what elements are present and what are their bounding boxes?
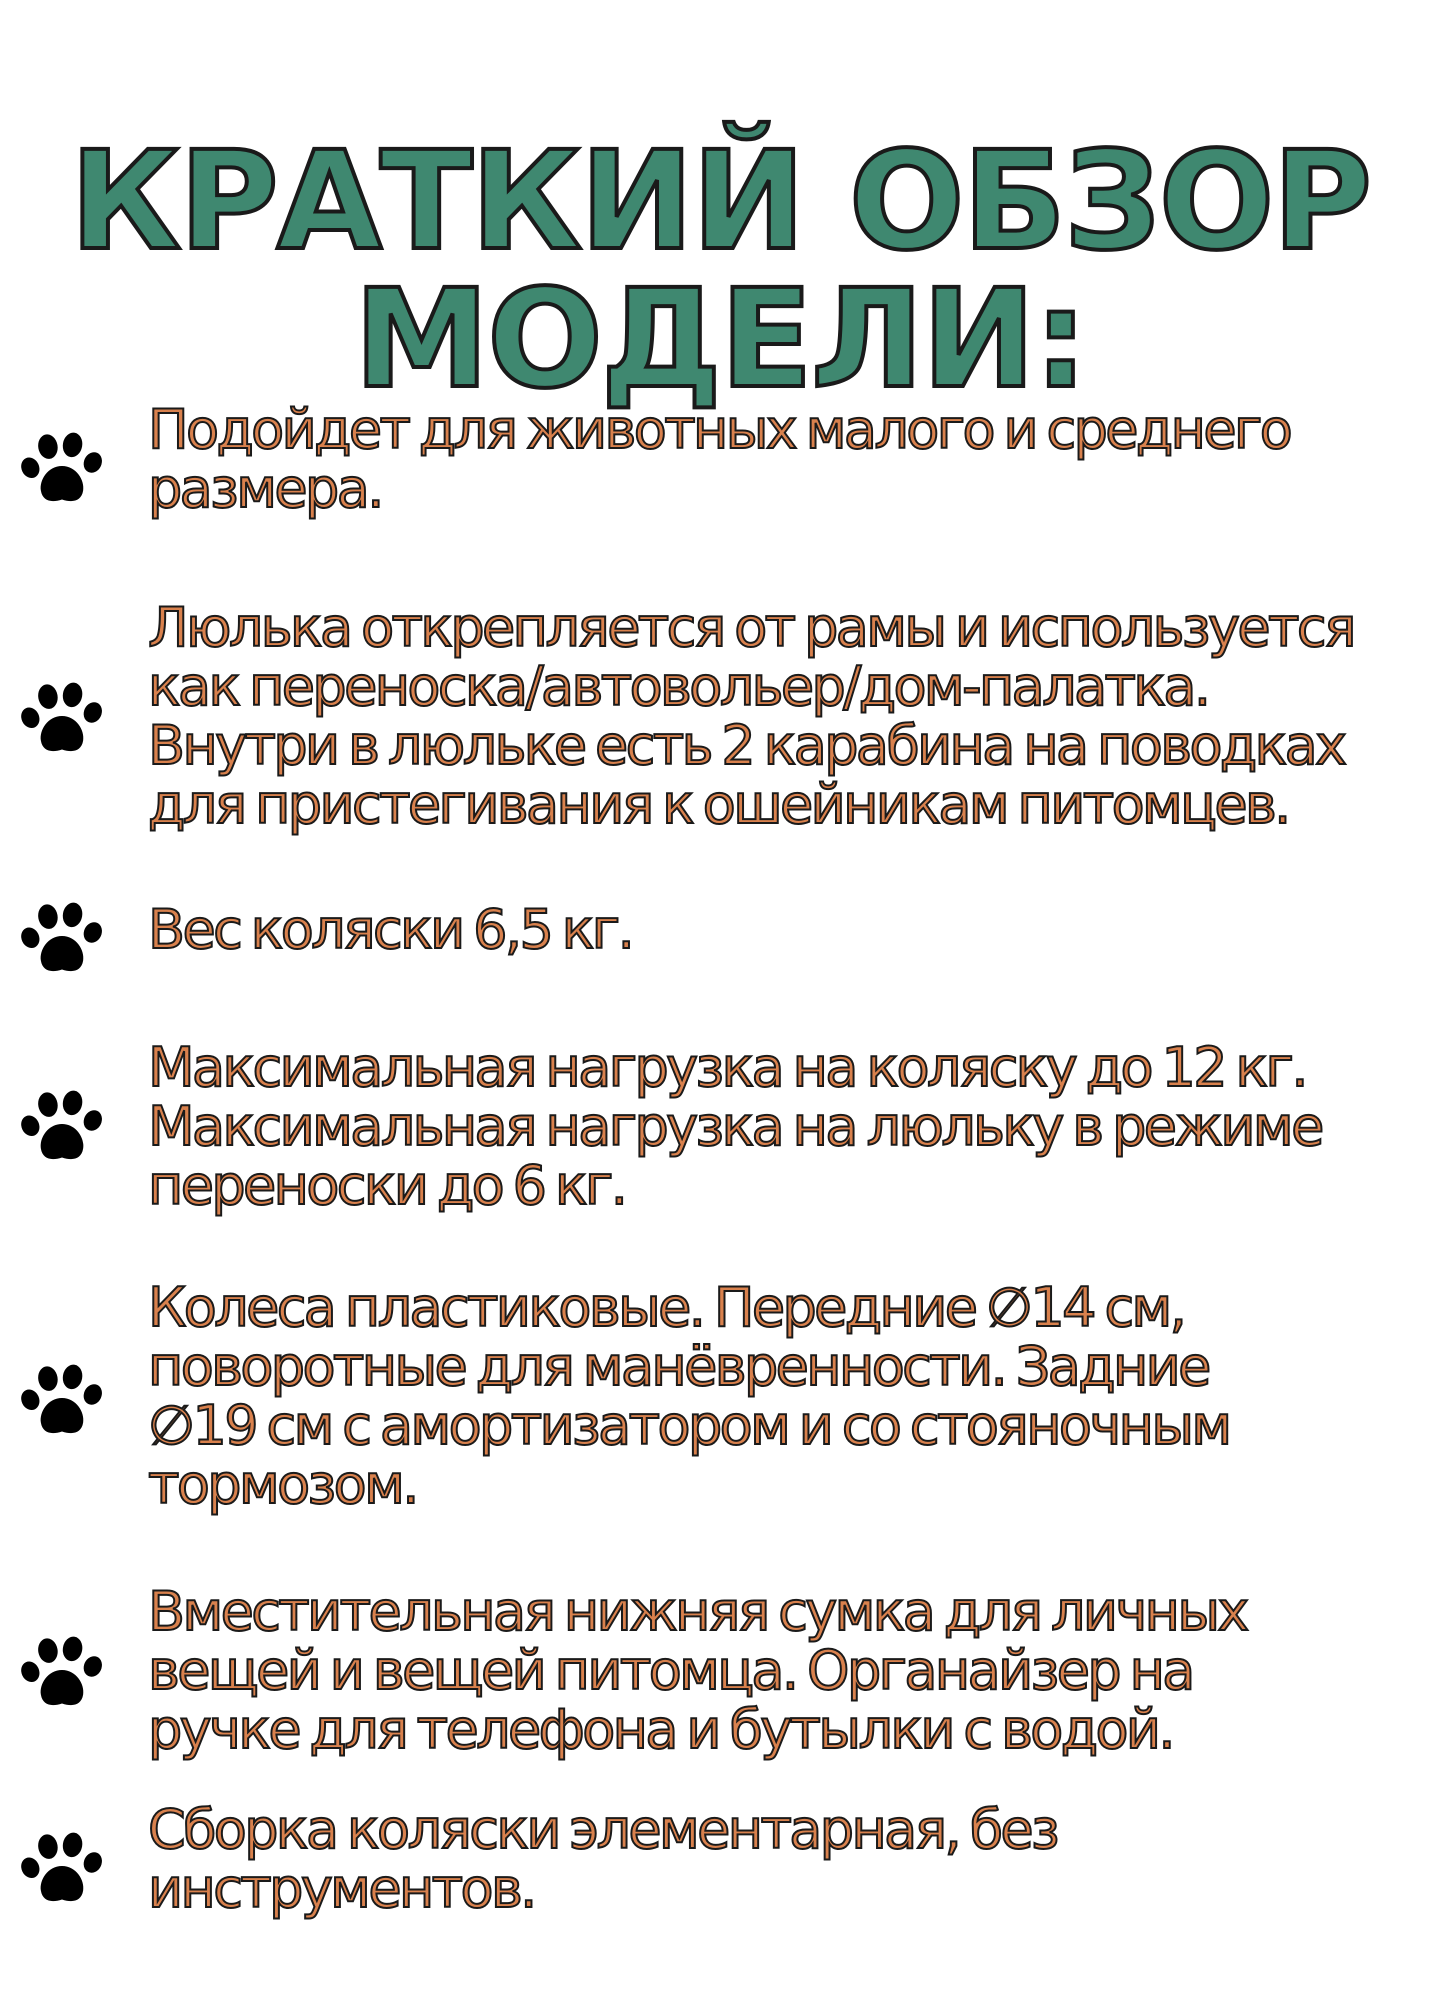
page-title-line-2: МОДЕЛИ:	[353, 261, 1087, 420]
feature-text-line: Люлька открепляется от рамы и используется	[148, 596, 1354, 659]
feature-text-line: размера.	[148, 457, 382, 520]
feature-text-line: Колеса пластиковые. Передние ∅14 см,	[148, 1276, 1185, 1339]
feature-item	[0, 1800, 1440, 1930]
feature-text	[148, 1278, 1428, 1514]
feature-text-line: Внутри в люльке есть 2 карабина на поводках	[148, 714, 1345, 777]
feature-text-line: ручке для телефона и бутылки с водой.	[148, 1698, 1173, 1761]
feature-text-line: Вес коляски 6,5 кг.	[148, 898, 633, 961]
feature-text-line: инструментов.	[148, 1857, 535, 1920]
feature-text	[148, 598, 1428, 834]
feature-text-line: Максимальная нагрузка на коляску до 12 кг.	[148, 1036, 1306, 1099]
paw-print-icon	[18, 1080, 106, 1168]
paw-print-icon	[18, 422, 106, 510]
page-title-line-1: КРАТКИЙ ОБЗОР	[69, 123, 1371, 282]
feature-text	[148, 400, 1428, 518]
feature-text-line: переноски до 6 кг.	[148, 1154, 626, 1217]
feature-text-line: Сборка коляски элементарная, без	[148, 1798, 1058, 1861]
feature-text-line: Вместительная нижняя сумка для личных	[148, 1580, 1247, 1643]
feature-text	[148, 1800, 1428, 1918]
feature-text-line: ∅19 см с амортизатором и со стояночным	[148, 1394, 1230, 1457]
feature-item	[0, 900, 1440, 980]
feature-item	[0, 1038, 1440, 1218]
page-title	[0, 123, 1440, 420]
feature-item	[0, 400, 1440, 530]
feature-text-line: вещей и вещей питомца. Органайзер на	[148, 1639, 1193, 1702]
paw-print-icon	[18, 672, 106, 760]
feature-item	[0, 1278, 1440, 1518]
paw-print-icon	[18, 892, 106, 980]
feature-text-line: для пристегивания к ошейникам питомцев.	[148, 773, 1289, 836]
feature-text-line: Подойдет для животных малого и среднего	[148, 398, 1291, 461]
feature-text	[148, 900, 1428, 959]
feature-text	[148, 1038, 1428, 1215]
feature-text	[148, 1582, 1428, 1759]
feature-text-line: поворотные для манёвренности. Задние	[148, 1335, 1209, 1398]
paw-print-icon	[18, 1354, 106, 1442]
feature-text-line: как переноска/автовольер/дом-палатка.	[148, 655, 1209, 718]
feature-text-line: Максимальная нагрузка на люльку в режиме	[148, 1095, 1322, 1158]
feature-item	[0, 598, 1440, 838]
feature-text-line: тормозом.	[148, 1453, 417, 1516]
paw-print-icon	[18, 1626, 106, 1714]
feature-item	[0, 1582, 1440, 1762]
paw-print-icon	[18, 1822, 106, 1910]
